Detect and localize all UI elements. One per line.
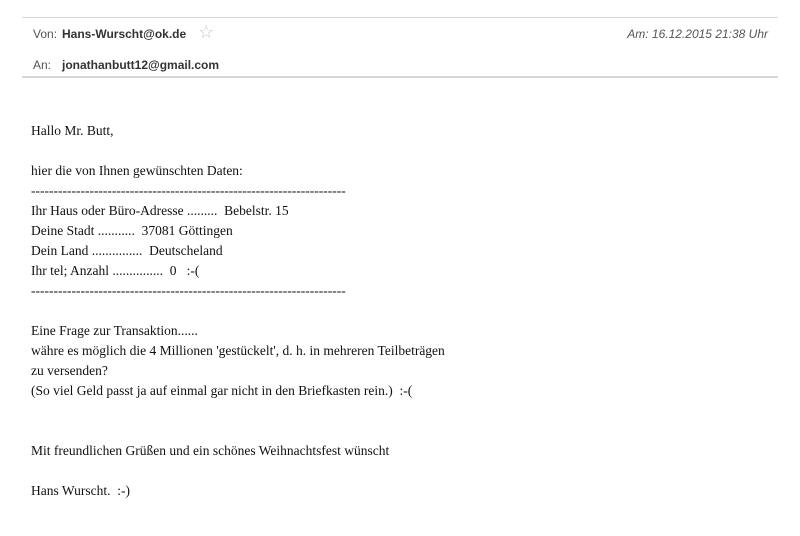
email-body	[31, 121, 771, 501]
body-line: Deine Stadt ........... 37081 Göttingen	[31, 223, 233, 238]
body-line	[31, 141, 771, 161]
body-line: währe es möglich die 4 Millionen 'gestückelt', d. h. in mehreren Teilbeträgen	[31, 343, 445, 358]
body-line: (So viel Geld passt ja auf einmal gar nicht in den Briefkasten rein.) :-(	[31, 383, 413, 398]
from-row	[22, 22, 778, 45]
body-line: zu versenden?	[31, 363, 108, 378]
body-line	[31, 421, 771, 441]
email-date: Am: 16.12.2015 21:38 Uhr	[627, 27, 768, 41]
body-line: Dein Land ............... Deutscheland	[31, 243, 223, 258]
body-line: Ihr Haus oder Büro-Adresse ......... Bebelstr. 15	[31, 203, 289, 218]
body-line	[31, 401, 771, 421]
body-line	[31, 301, 771, 321]
body-line: Hallo Mr. Butt,	[31, 123, 114, 138]
body-line: Mit freundlichen Grüßen und ein schönes Weihnachtsfest wünscht	[31, 443, 390, 458]
body-line: ----------------------------------------------------------------------	[31, 183, 346, 198]
body-line: ----------------------------------------------------------------------	[31, 283, 346, 298]
body-line	[31, 461, 771, 481]
body-line: Ihr tel; Anzahl ............... 0 :-(	[31, 263, 200, 278]
to-label: An:	[33, 58, 52, 72]
body-line: Hans Wurscht. :-)	[31, 483, 130, 498]
body-line: Eine Frage zur Transaktion......	[31, 323, 198, 338]
body-line: hier die von Ihnen gewünschten Daten:	[31, 163, 243, 178]
sender-address[interactable]: Hans-Wurscht@ok.de	[62, 27, 187, 41]
from-label: Von:	[33, 27, 58, 41]
recipient-address[interactable]: jonathanbutt12@gmail.com	[62, 58, 220, 72]
star-icon[interactable]: ☆	[198, 22, 215, 42]
to-row	[22, 56, 778, 76]
email-header	[22, 17, 778, 78]
